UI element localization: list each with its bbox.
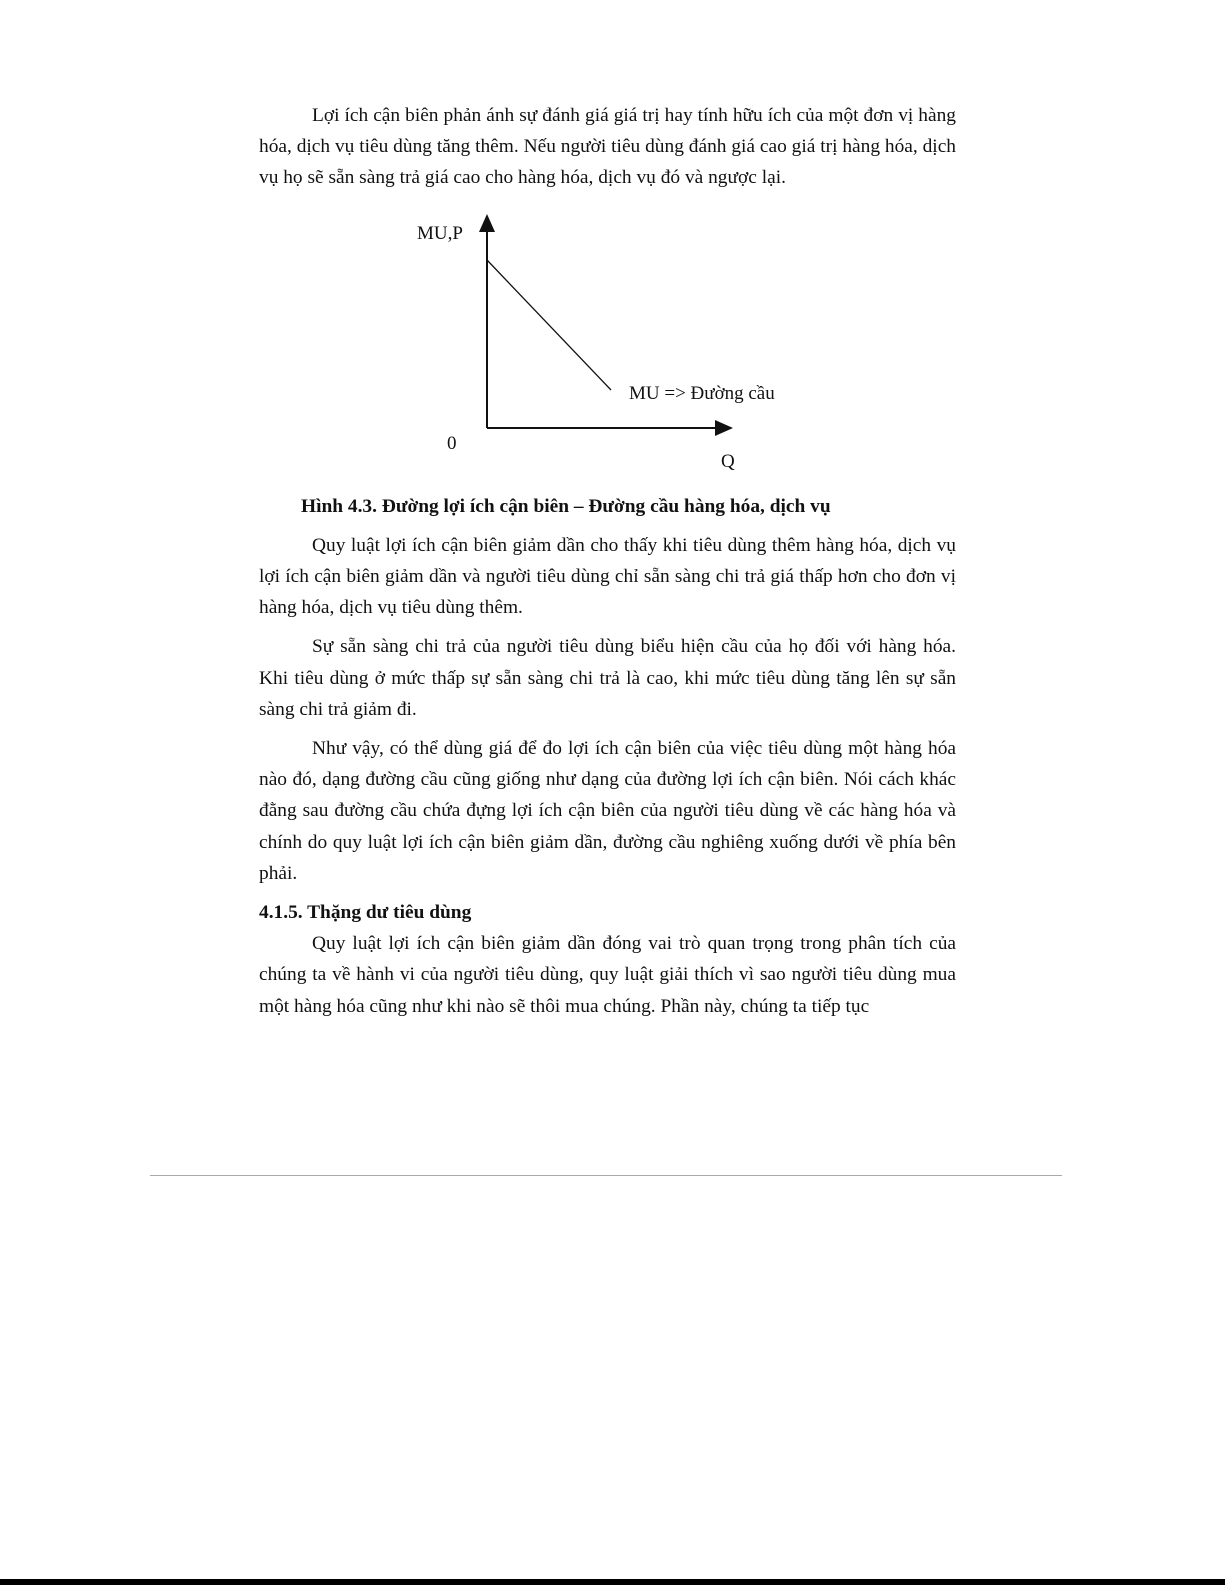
y-axis-label: MU,P [417, 222, 463, 244]
section-heading-consumer-surplus: 4.1.5. Thặng dư tiêu dùng [259, 902, 472, 924]
mu-demand-chart [259, 202, 956, 492]
origin-label: 0 [447, 432, 457, 454]
page-body [259, 100, 956, 1030]
figure-marginal-utility-chart [259, 202, 956, 492]
mu-demand-line [487, 260, 611, 390]
bottom-edge-bar [0, 1579, 1225, 1585]
series-label-mu-demand: MU => Đường cầu [629, 382, 775, 404]
paragraph-marginal-utility-definition: Lợi ích cận biên phản ánh sự đánh giá giá trị hay tính hữu ích của một đơn vị hàng hóa, dịch vụ tiêu dùng tăng thêm. Nếu người tiêu dùng đánh giá cao giá trị hàng hóa, dịch vụ họ sẽ sẵn sàng trả giá cao cho hàng hóa, dịch vụ đó và ngược lại. [259, 105, 956, 189]
figure-caption: Hình 4.3. Đường lợi ích cận biên – Đường cầu hàng hóa, dịch vụ [301, 495, 831, 517]
paragraph-diminishing-utility: Quy luật lợi ích cận biên giảm dần cho thấy khi tiêu dùng thêm hàng hóa, dịch vụ lợi ích cận biên giảm dần và người tiêu dùng chỉ sẵn sàng chi trả giá thấp hơn cho đơn vị hàng hóa, dịch vụ tiêu dùng thêm. [259, 534, 956, 619]
x-axis-label: Q [721, 450, 735, 472]
paragraph-willingness-to-pay: Sự sẵn sàng chi trả của người tiêu dùng biểu hiện cầu của họ đối với hàng hóa. Khi tiêu dùng ở mức thấp sự sẵn sàng chi trả là cao, khi mức tiêu dùng tăng lên sự sẵn sàng chi trả giảm đi. [259, 636, 956, 720]
paragraph-consumer-behavior: Quy luật lợi ích cận biên giảm dần đóng vai trò quan trọng trong phân tích của chúng ta về hành vi của người tiêu dùng, quy luật giải thích vì sao người tiêu dùng mua một hàng hóa cũng như khi nào sẽ thôi mua chúng. Phần này, chúng ta tiếp tục [259, 933, 956, 1017]
paragraph-price-measures-utility: Như vậy, có thể dùng giá để đo lợi ích cận biên của việc tiêu dùng một hàng hóa nào đó, dạng đường cầu cũng giống như dạng của đường lợi ích cận biên. Nói cách khác đằng sau đường cầu chứa đựng lợi ích cận biên của người tiêu dùng về các hàng hóa và chính do quy luật lợi ích cận biên giảm dần, đường cầu nghiêng xuống dưới về phía bên phải. [259, 738, 956, 884]
footer-divider [150, 1175, 1062, 1176]
